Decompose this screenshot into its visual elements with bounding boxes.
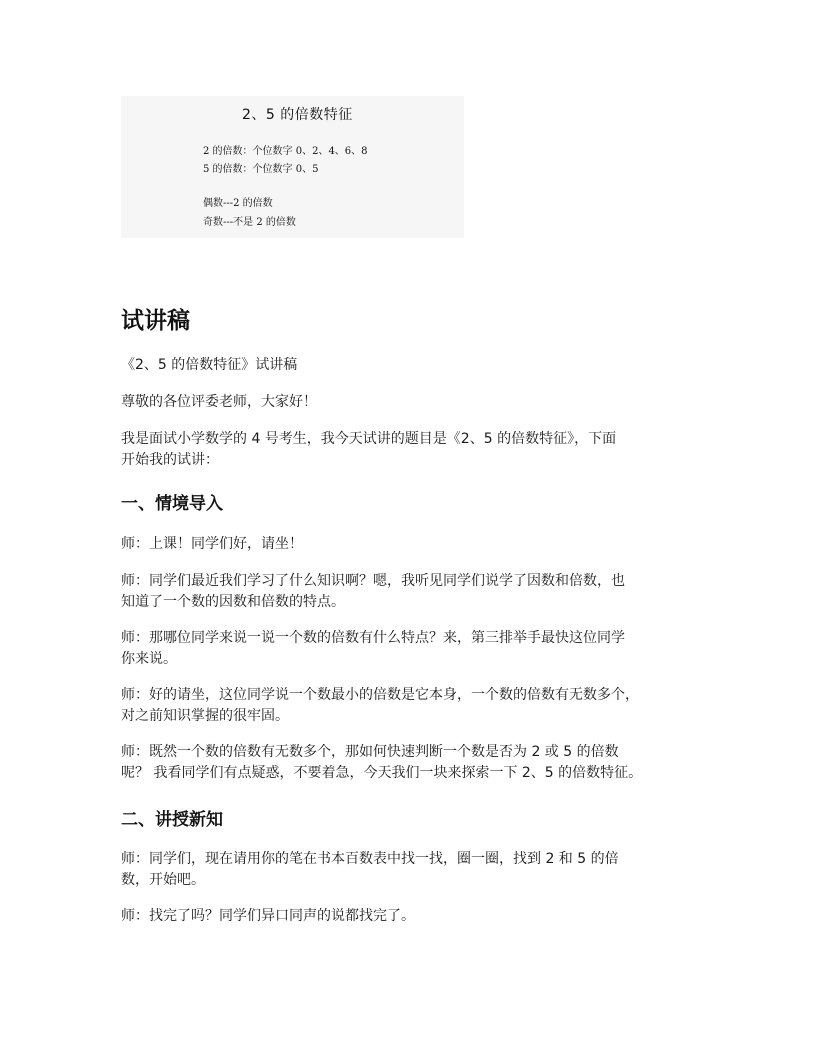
document-title: 试讲稿 — [121, 308, 190, 334]
text-line: 对之前知识掌握的很牢固。 — [121, 708, 289, 724]
text-line: 你来说。 — [121, 651, 177, 667]
text-line: 我是面试小学数学的 4 号考生，我今天试讲的题目是《2、5 的倍数特征》，下面 — [121, 431, 617, 447]
dialogue-paragraph — [121, 628, 711, 670]
text-line: 师：上课！同学们好，请坐！ — [121, 536, 303, 552]
text-line: 开始我的试讲： — [121, 452, 219, 468]
text-line: 师：同学们最近我们学习了什么知识啊？嗯，我听见同学们说学了因数和倍数，也 — [121, 573, 625, 589]
dialogue-paragraph — [121, 534, 711, 555]
dialogue-paragraph — [121, 906, 711, 927]
text-line: 呢？ 我看同学们有点疑惑，不要着急，今天我们一块来探索一下 2、5 的倍数特征。 — [121, 765, 643, 781]
dialogue-paragraph — [121, 742, 711, 784]
text-line: 数，开始吧。 — [121, 872, 205, 888]
document-subtitle: 《2、5 的倍数特征》试讲稿 — [121, 357, 298, 373]
board-line: 偶数---2 的倍数 — [203, 198, 273, 209]
dialogue-paragraph — [121, 685, 711, 727]
text-line: 师：同学们，现在请用你的笔在书本百数表中找一找，圈一圈，找到 2 和 5 的倍 — [121, 851, 619, 867]
greeting-paragraph: 尊敬的各位评委老师，大家好！ — [121, 394, 317, 410]
board-line: 5 的倍数：个位数字 0、5 — [203, 164, 319, 175]
text-line: 知道了一个数的因数和倍数的特点。 — [121, 594, 345, 610]
text-line: 师：那哪位同学来说一说一个数的倍数有什么特点？来，第三排举手最快这位同学 — [121, 630, 625, 646]
lesson-board-image — [121, 96, 464, 238]
dialogue-paragraph — [121, 849, 711, 891]
board-title: 2、5 的倍数特征 — [242, 107, 353, 123]
section-heading-new-knowledge: 二、讲授新知 — [121, 810, 223, 830]
board-line: 奇数---不是 2 的倍数 — [203, 217, 296, 228]
intro-paragraph — [121, 429, 711, 471]
board-line: 2 的倍数：个位数字 0、2、4、6、8 — [203, 146, 368, 157]
text-line: 师：找完了吗？同学们异口同声的说都找完了。 — [121, 908, 415, 924]
text-line: 师：好的请坐，这位同学说一个数最小的倍数是它本身，一个数的倍数有无数多个， — [121, 687, 639, 703]
dialogue-paragraph — [121, 571, 711, 613]
section-heading-intro: 一、情境导入 — [121, 494, 223, 514]
text-line: 师：既然一个数的倍数有无数多个，那如何快速判断一个数是否为 2 或 5 的倍数 — [121, 744, 619, 760]
